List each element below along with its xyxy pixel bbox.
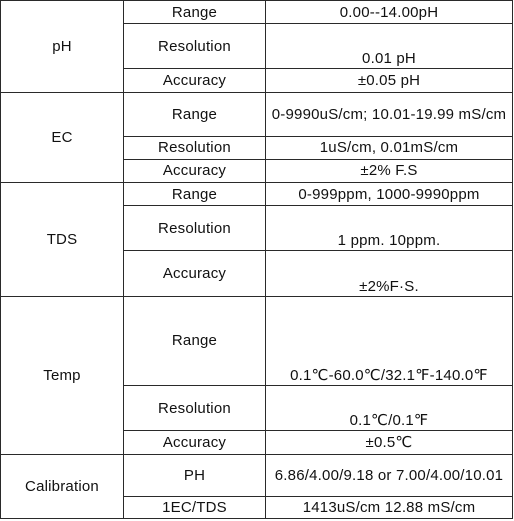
group-calibration: Calibration xyxy=(1,454,124,518)
spec-row xyxy=(1,183,513,206)
spec-value: 0.00--14.00pH xyxy=(266,1,513,24)
spec-row xyxy=(1,296,513,386)
spec-label: Accuracy xyxy=(124,159,266,182)
spec-label: Resolution xyxy=(124,24,266,69)
spec-label: Accuracy xyxy=(124,69,266,92)
spec-value: 0.1℃-60.0℃/32.1℉-140.0℉ xyxy=(266,296,513,386)
spec-label: Range xyxy=(124,92,266,136)
spec-row xyxy=(1,454,513,496)
spec-label: Range xyxy=(124,183,266,206)
group-ph: pH xyxy=(1,1,124,93)
spec-label: Resolution xyxy=(124,386,266,431)
spec-value: 1413uS/cm 12.88 mS/cm xyxy=(266,496,513,518)
spec-label: Range xyxy=(124,296,266,386)
spec-row xyxy=(1,92,513,136)
spec-value: 1 ppm. 10ppm. xyxy=(266,206,513,251)
spec-value: ±2%F·S. xyxy=(266,251,513,296)
spec-value: 0.01 pH xyxy=(266,24,513,69)
spec-label: Accuracy xyxy=(124,251,266,296)
spec-row xyxy=(1,1,513,24)
spec-value: ±0.05 pH xyxy=(266,69,513,92)
spec-value: 1uS/cm, 0.01mS/cm xyxy=(266,136,513,159)
spec-value: ±0.5℃ xyxy=(266,431,513,454)
spec-label: PH xyxy=(124,454,266,496)
spec-label: Range xyxy=(124,1,266,24)
spec-label: Resolution xyxy=(124,206,266,251)
spec-value: 6.86/4.00/9.18 or 7.00/4.00/10.01 xyxy=(266,454,513,496)
group-temp: Temp xyxy=(1,296,124,454)
group-ec: EC xyxy=(1,92,124,183)
spec-value: 0.1℃/0.1℉ xyxy=(266,386,513,431)
spec-value: 0-999ppm, 1000-9990ppm xyxy=(266,183,513,206)
group-tds: TDS xyxy=(1,183,124,297)
spec-value: 0-9990uS/cm; 10.01-19.99 mS/cm xyxy=(266,92,513,136)
spec-label: Accuracy xyxy=(124,431,266,454)
spec-value: ±2% F.S xyxy=(266,159,513,182)
spec-label: Resolution xyxy=(124,136,266,159)
spec-label: 1EC/TDS xyxy=(124,496,266,518)
